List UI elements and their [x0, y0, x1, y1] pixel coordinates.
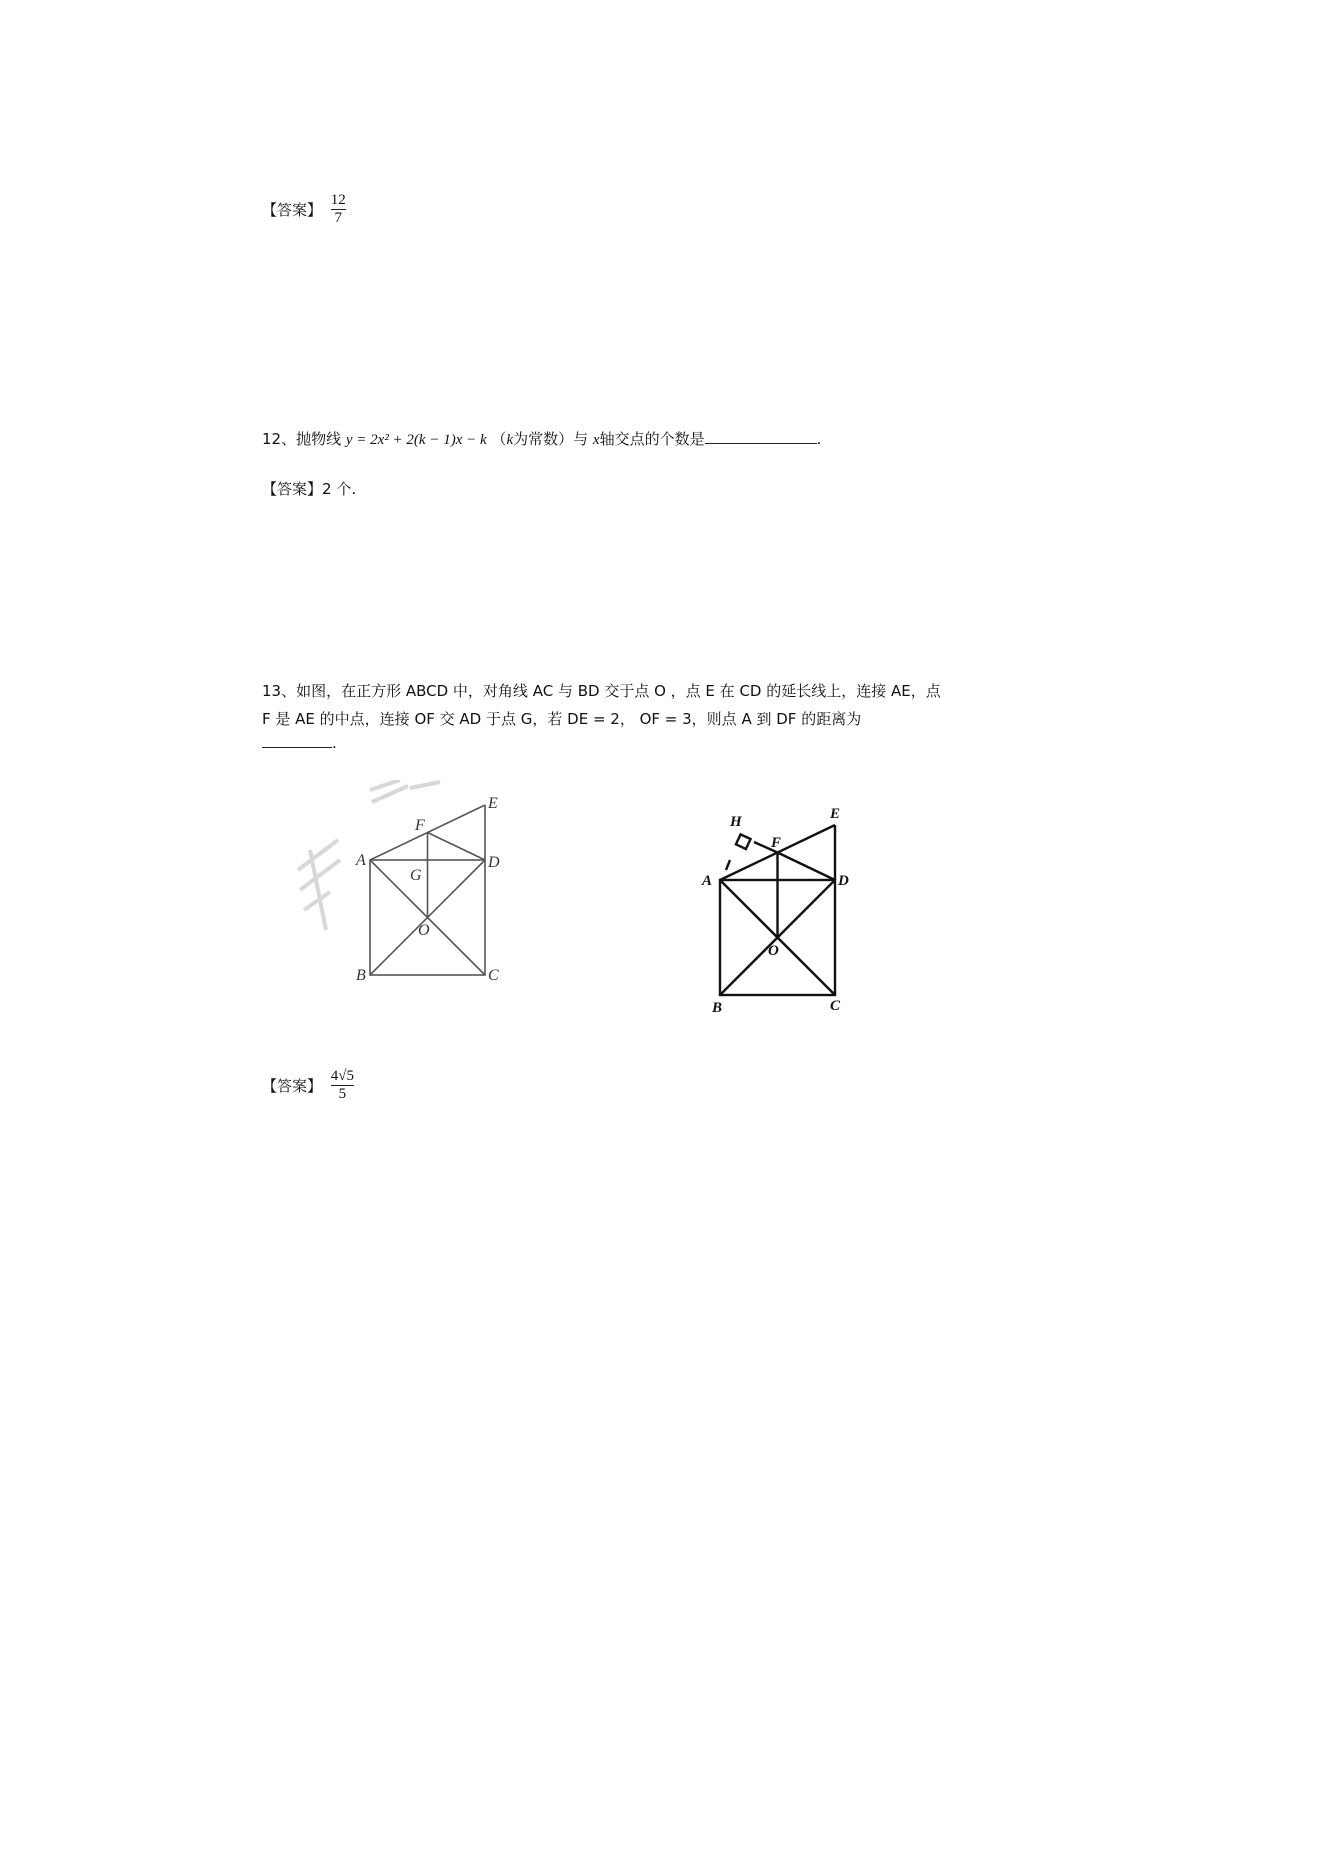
numerator: 12 [330, 192, 346, 208]
answer-label: 【答案】 [262, 201, 323, 219]
denominator: 5 [338, 1086, 347, 1102]
numerator: 4√5 [330, 1068, 355, 1084]
label-f: F [415, 817, 425, 834]
q13-end: . [332, 734, 337, 752]
watermark [298, 780, 440, 930]
figure-right [690, 790, 870, 1020]
label-d: D [488, 854, 500, 871]
answer-11 [262, 192, 346, 227]
q12-x: x [592, 432, 600, 448]
label-c: C [830, 998, 841, 1014]
answer-fraction [331, 192, 346, 227]
label-a: A [702, 873, 713, 889]
segment-fd [428, 833, 486, 861]
segment-ah [726, 860, 730, 870]
label-c: C [488, 967, 499, 984]
label-g: G [410, 867, 422, 884]
label-e: E [830, 806, 841, 822]
label-h: H [730, 814, 742, 830]
q12-formula: y = 2x² + 2(k − 1)x − k [345, 432, 487, 448]
question-12 [262, 428, 821, 449]
label-o: O [418, 922, 430, 939]
answer-fraction [331, 1068, 354, 1103]
label-b: B [356, 967, 366, 984]
answer-13 [262, 1068, 354, 1103]
answer-label: 【答案】 [262, 1077, 323, 1095]
segment-fd [778, 853, 836, 881]
answer-blank[interactable] [705, 431, 817, 444]
q12-suffix: 轴交点的个数是 [599, 430, 705, 448]
q12-prefix: 12、抛物线 [262, 430, 342, 448]
q12-end: . [816, 430, 822, 448]
question-13-line-2: F 是 AE 的中点，连接 OF 交 AD 于点 G，若 DE = 2， OF = 3，则点 A 到 DF 的距离为 [262, 710, 862, 728]
label-d: D [838, 873, 849, 889]
q12-k: k [506, 432, 514, 448]
answer-blank[interactable] [262, 735, 332, 748]
figure-left [290, 780, 510, 990]
question-13-line-3 [262, 734, 337, 752]
label-a: A [356, 852, 366, 869]
label-b: B [712, 1000, 723, 1016]
right-angle-mark [736, 834, 751, 849]
q12-middle: （ [491, 430, 507, 448]
answer-label: 【答案】 [262, 480, 323, 498]
label-f: F [771, 835, 782, 851]
question-13-line-1: 13、如图，在正方形 ABCD 中，对角线 AC 与 BD 交于点 O ，点 E 在 CD 的延长线上，连接 AE，点 [262, 682, 941, 700]
label-e: E [488, 795, 498, 812]
label-o: O [768, 943, 779, 959]
denominator: 7 [334, 210, 343, 226]
q12-middle2: 为常数）与 [513, 430, 589, 448]
answer-value: 2 个. [322, 480, 357, 498]
answer-12 [262, 478, 356, 499]
